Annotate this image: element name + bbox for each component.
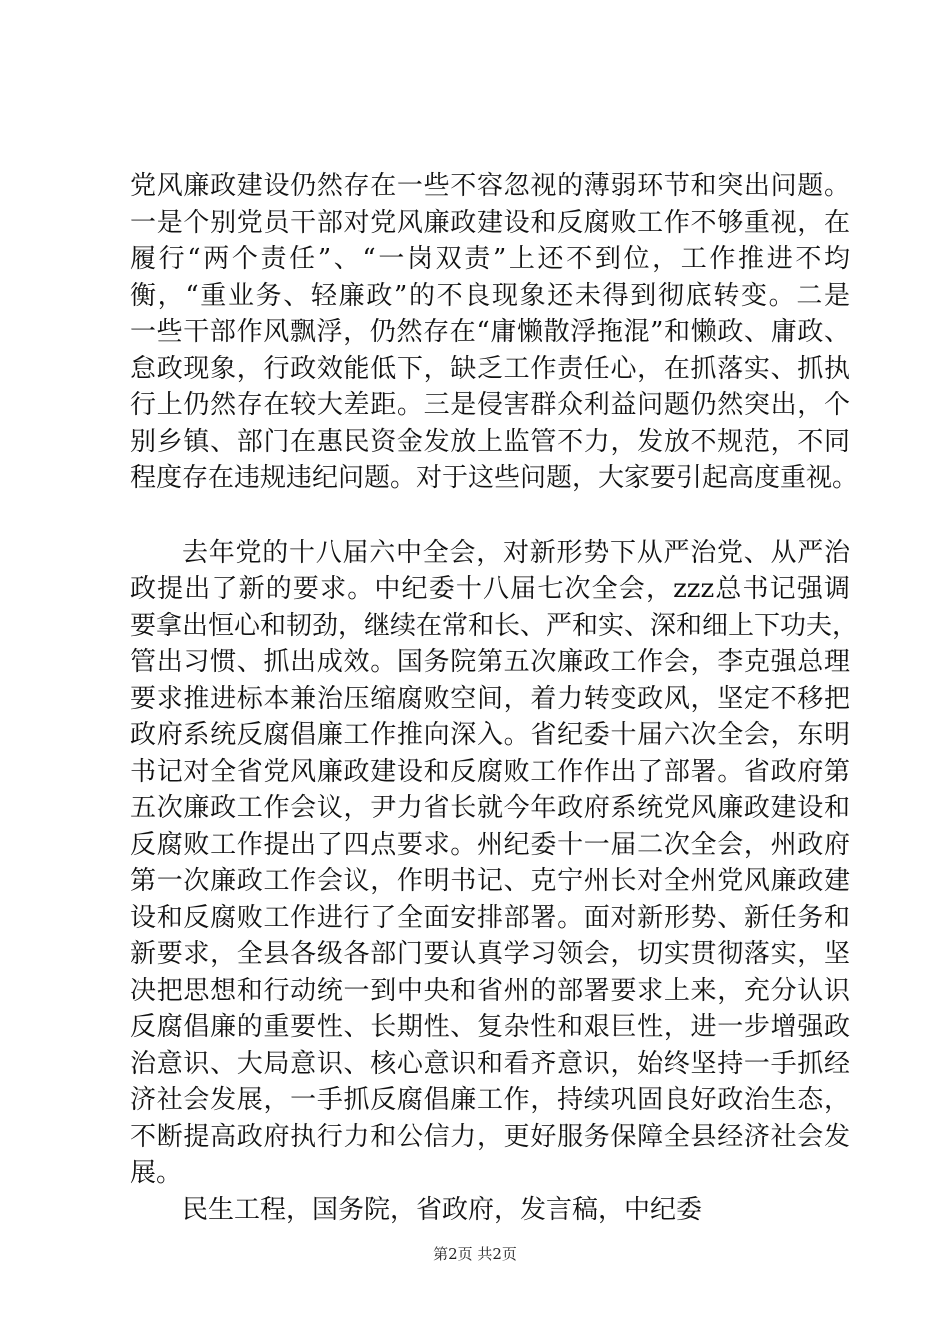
- text-line: 新要求，全县各级各部门要认真学习领会，切实贯彻落实，坚: [130, 939, 850, 969]
- text-line: 反腐败工作提出了四点要求。州纪委十一届二次全会，州政府: [130, 829, 850, 860]
- text-line: 履行“两个责任”、“一岗双责”上还不到位，工作推进不均: [130, 244, 850, 274]
- keywords-line: 民生工程，国务院，省政府，发言稿，中纪委: [182, 1194, 703, 1225]
- text-line: 政府系统反腐倡廉工作推向深入。省纪委十届六次全会，东明: [130, 720, 850, 750]
- paragraph-gap: [130, 497, 850, 535]
- text-line: 一些干部作风飘浮，仍然存在“庸懒散浮拖混”和懒政、庸政、: [130, 317, 850, 347]
- text-line: 去年党的十八届六中全会，对新形势下从严治党、从严治: [182, 537, 850, 568]
- text-line: 反腐倡廉的重要性、长期性、复杂性和艰巨性，进一步增强政: [130, 1012, 850, 1042]
- text-line: 治意识、大局意识、核心意识和看齐意识，始终坚持一手抓经: [130, 1048, 850, 1079]
- text-line: 政提出了新的要求。中纪委十八届七次全会，zzz总书记强调: [130, 574, 850, 604]
- text-line: 管出习惯、抓出成效。国务院第五次廉政工作会，李克强总理: [130, 647, 850, 677]
- text-line: 决把思想和行动统一到中央和省州的部署要求上来，充分认识: [130, 975, 850, 1006]
- text-line: 程度存在违规违纪问题。对于这些问题，大家要引起高度重视。: [130, 463, 859, 493]
- text-line: 第一次廉政工作会议，作明书记、克宁州长对全州党风廉政建: [130, 866, 850, 896]
- text-line: 一是个别党员干部对党风廉政建设和反腐败工作不够重视，在: [130, 207, 850, 238]
- page-number: 第2页 共2页: [433, 1245, 517, 1263]
- document-body: [130, 168, 859, 1228]
- text-line: 展。: [130, 1158, 183, 1188]
- text-line: 要拿出恒心和韧劲，继续在常和长、严和实、深和细上下功夫，: [130, 610, 859, 641]
- paragraph-1: [130, 168, 859, 497]
- text-line: 衡，“重业务、轻廉政”的不良现象还未得到彻底转变。二是: [130, 280, 850, 311]
- text-line: 别乡镇、部门在惠民资金发放上监管不力，发放不规范，不同: [130, 426, 850, 457]
- text-line: 设和反腐败工作进行了全面安排部署。面对新形势、新任务和: [130, 902, 850, 933]
- text-line: 党风廉政建设仍然存在一些不容忽视的薄弱环节和突出问题。: [130, 171, 850, 201]
- text-line: 怠政现象，行政效能低下，缺乏工作责任心，在抓落实、抓执: [130, 353, 850, 384]
- text-line: 行上仍然存在较大差距。三是侵害群众利益问题仍然突出，个: [130, 390, 850, 420]
- text-line: 要求推进标本兼治压缩腐败空间，着力转变政风，坚定不移把: [130, 683, 850, 714]
- text-line: 济社会发展，一手抓反腐倡廉工作，持续巩固良好政治生态，: [130, 1085, 850, 1115]
- text-line: 五次廉政工作会议，尹力省长就今年政府系统党风廉政建设和: [130, 793, 850, 823]
- text-line: 不断提高政府执行力和公信力，更好服务保障全县经济社会发: [130, 1121, 850, 1152]
- text-line: 书记对全省党风廉政建设和反腐败工作作出了部署。省政府第: [130, 756, 850, 787]
- paragraph-2: [130, 535, 859, 1192]
